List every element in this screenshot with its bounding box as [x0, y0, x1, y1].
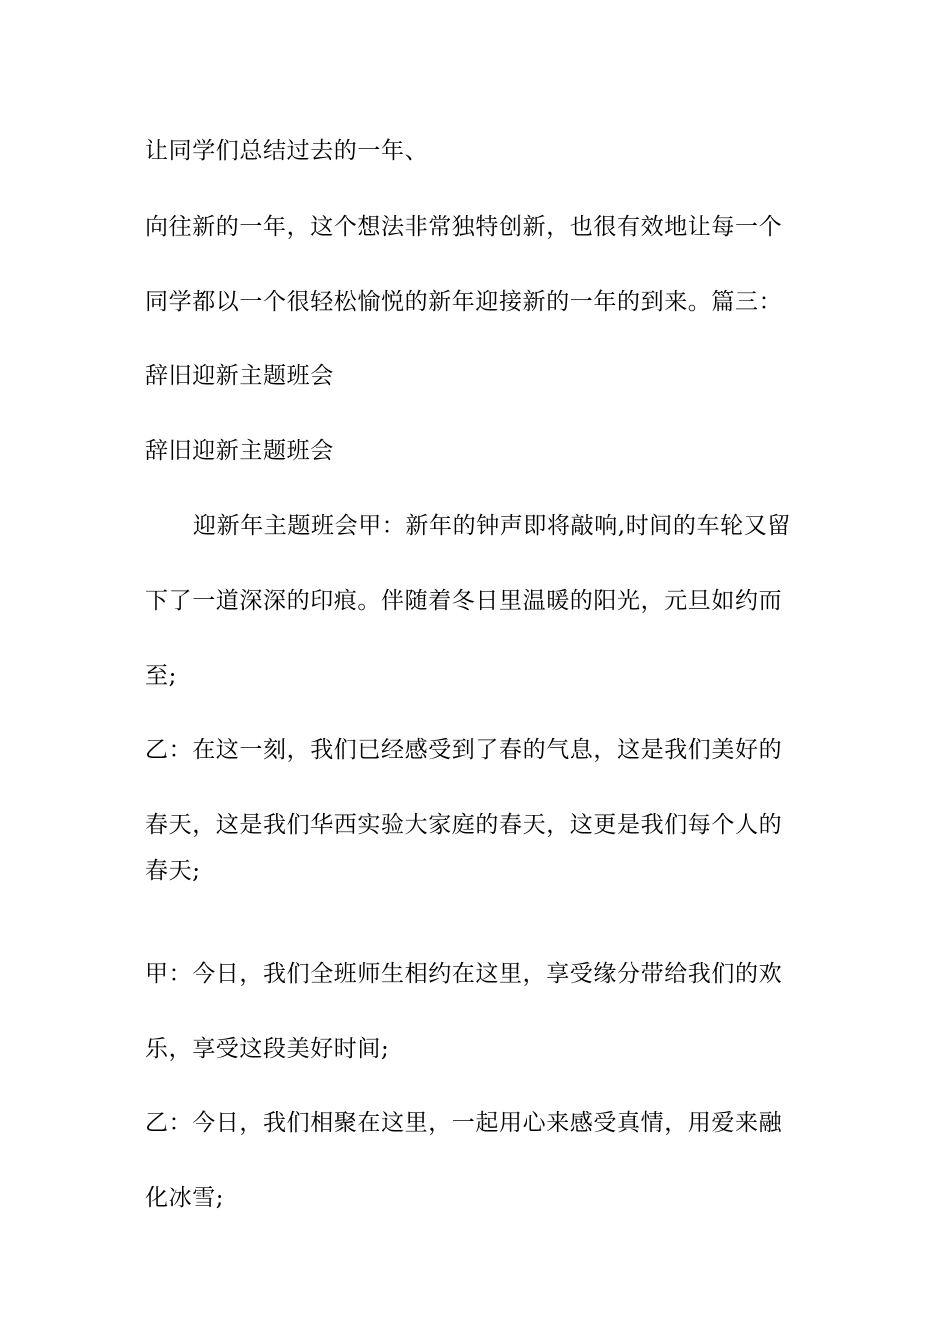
text-line: 乐，享受这段美好时间; [145, 1036, 390, 1062]
section-title-line: 辞旧迎新主题班会 [145, 363, 334, 389]
section-heading: 辞旧迎新主题班会 [145, 438, 334, 464]
text-line: 甲：今日，我们全班师生相约在这里，享受缘分带给我们的欢 [145, 961, 783, 987]
text-line: 向往新的一年，这个想法非常独特创新，也很有效地让每一个 [145, 214, 783, 240]
text-line: 春天; [145, 858, 201, 884]
text-line: 让同学们总结过去的一年、 [145, 138, 429, 164]
text-line: 至; [145, 663, 177, 689]
paragraph-start-line: 迎新年主题班会甲：新年的钟声即将敲响,时间的车轮又留 [193, 513, 791, 539]
text-line: 化冰雪; [145, 1185, 225, 1211]
text-line: 春天，这是我们华西实验大家庭的春天，这更是我们每个人的 [145, 812, 783, 838]
text-line: 乙：今日，我们相聚在这里，一起用心来感受真情，用爱来融 [145, 1110, 783, 1136]
text-line: 乙：在这一刻，我们已经感受到了春的气息，这是我们美好的 [145, 737, 783, 763]
text-line: 下了一道深深的印痕。伴随着冬日里温暖的阳光，元旦如约而 [145, 588, 783, 614]
text-line: 同学都以一个很轻松愉悦的新年迎接新的一年的到来。篇三： [145, 289, 783, 315]
